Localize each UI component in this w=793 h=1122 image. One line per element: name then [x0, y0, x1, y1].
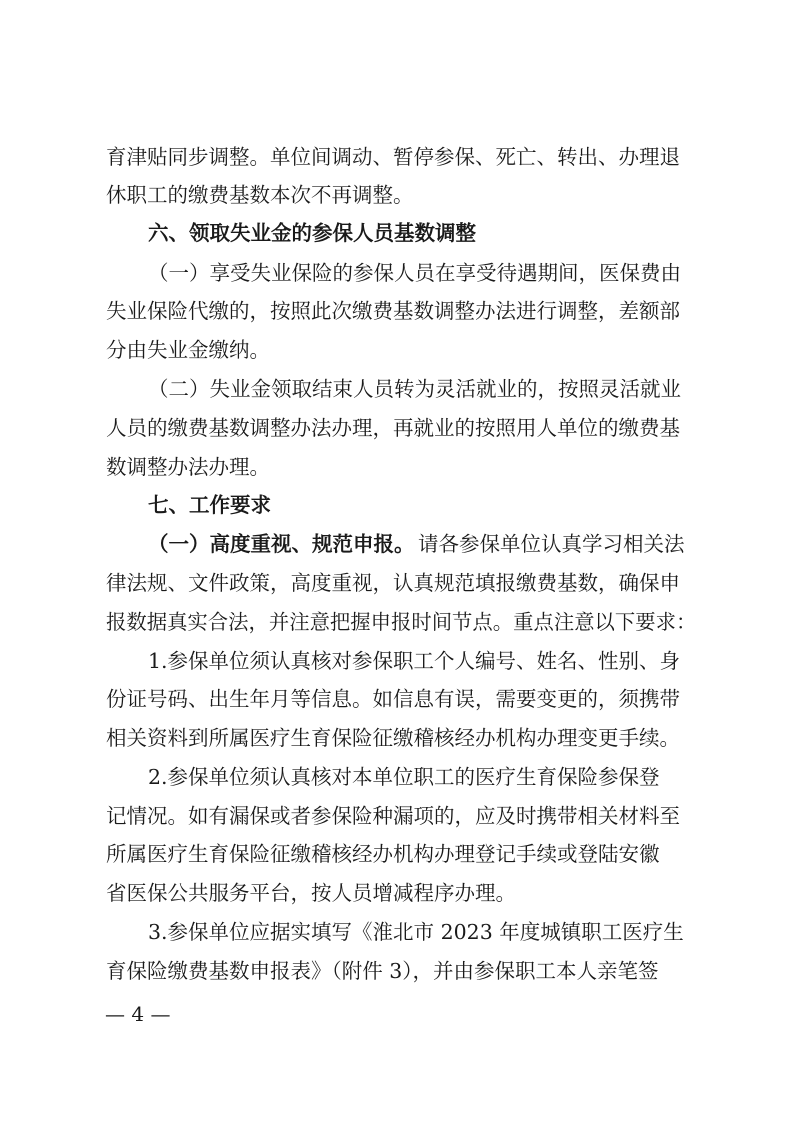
- body-line: [0, 408, 793, 448]
- body-line: [0, 641, 793, 681]
- body-line: [0, 137, 793, 177]
- text-line: 育保险缴费基数申报表》（附件 3），并由参保职工本人亲笔签: [106, 959, 659, 983]
- section-heading-seven: [0, 485, 793, 525]
- body-line: [0, 330, 793, 370]
- text-line: 所属医疗生育保险征缴稽核经办机构办理登记手续或登陆安徽: [106, 842, 660, 866]
- body-line: [0, 951, 793, 991]
- text-line: 报数据真实合法，并注意把握申报时间节点。重点注意以下要求：: [106, 610, 697, 634]
- text-line: 省医保公共服务平台，按人员增减程序办理。: [106, 881, 516, 905]
- heading-text: 七、工作要求: [148, 493, 271, 517]
- text-line: （一）享受失业保险的参保人员在享受待遇期间，医保费由: [148, 261, 681, 285]
- text-line: 育津贴同步调整。单位间调动、暂停参保、死亡、转出、办理退: [106, 145, 680, 169]
- text-line: 1.参保单位须认真核对参保职工个人编号、姓名、性别、身: [148, 649, 681, 673]
- text-line: 记情况。如有漏保或者参保险种漏项的，应及时携带相关材料至: [106, 804, 680, 828]
- text-line: 2.参保单位须认真核对本单位职工的医疗生育保险参保登: [148, 765, 660, 789]
- body-line: [0, 834, 793, 874]
- bold-lead-text: （一）高度重视、规范申报。: [148, 532, 415, 556]
- body-line: [0, 912, 793, 952]
- text-line: 3.参保单位应据实填写《淮北市 2023 年度城镇职工医疗生: [148, 920, 684, 944]
- page-number: — 4 —: [105, 1002, 171, 1026]
- body-line: [0, 369, 793, 409]
- body-line: [0, 447, 793, 487]
- text-line: 数调整办法办理。: [106, 455, 270, 479]
- body-line: [0, 524, 793, 564]
- body-line: [0, 757, 793, 797]
- text-line: 分由失业金缴纳。: [106, 338, 270, 362]
- text-line: 失业保险代缴的，按照此次缴费基数调整办法进行调整，差额部: [106, 299, 680, 323]
- body-line: [0, 718, 793, 758]
- text-line: 份证号码、出生年月等信息。如信息有误，需要变更的，须携带: [106, 687, 680, 711]
- body-line: [0, 175, 793, 215]
- body-line: [0, 602, 793, 642]
- heading-text: 六、领取失业金的参保人员基数调整: [148, 221, 476, 245]
- body-line: [0, 796, 793, 836]
- body-line: [0, 563, 793, 603]
- text-line: 休职工的缴费基数本次不再调整。: [106, 183, 414, 207]
- text-line: 相关资料到所属医疗生育保险征缴稽核经办机构办理变更手续。: [106, 726, 680, 750]
- section-heading-six: [0, 213, 793, 253]
- text-line: 人员的缴费基数调整办法办理，再就业的按照用人单位的缴费基: [106, 416, 680, 440]
- text-line: 律法规、文件政策，高度重视，认真规范填报缴费基数，确保申: [106, 571, 680, 595]
- text-line: （二）失业金领取结束人员转为灵活就业的，按照灵活就业: [148, 377, 681, 401]
- body-line: [0, 873, 793, 913]
- body-line: [0, 679, 793, 719]
- body-line: [0, 253, 793, 293]
- body-line: [0, 291, 793, 331]
- text-line: 请各参保单位认真学习相关法: [418, 532, 685, 556]
